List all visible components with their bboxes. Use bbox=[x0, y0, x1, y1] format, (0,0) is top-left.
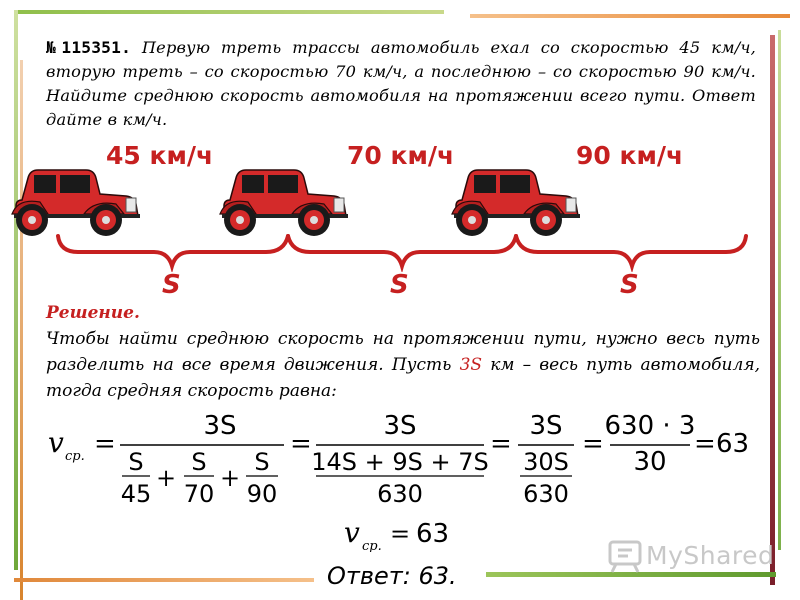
brace-3 bbox=[516, 236, 746, 266]
formula-f1-s2: S bbox=[191, 448, 207, 476]
formula-f2-den: 14S + 9S + 7S bbox=[311, 448, 489, 476]
problem-number: №115351. bbox=[46, 38, 132, 57]
solution-text-after: км – весь путь автомобиля, тогда средняя скорость равна: bbox=[46, 355, 760, 401]
frame-bar-left-green bbox=[14, 10, 18, 570]
formula-f1-d3: 90 bbox=[246, 480, 278, 508]
formula-f4-den: 30 bbox=[633, 447, 667, 477]
formula-v-sub: ср. bbox=[65, 449, 85, 464]
formula-f3-s: 30S bbox=[523, 448, 569, 476]
problem-text: Первую треть трассы автомобиль ехал со скоростью 45 км/ч, вторую треть – со скоростью 70 км/ч, а последнюю – со скоростью 90 км/ч. Найдите среднюю скорость автомобиля на протяжении всего пути. Ответ дайте в км/ч. bbox=[46, 38, 756, 129]
result-v: v bbox=[344, 516, 360, 549]
frame-bar-bottom-orange bbox=[14, 578, 314, 582]
formula-f3-den: 630 bbox=[523, 480, 569, 508]
watermark-text: MyShared bbox=[646, 541, 775, 570]
formula-result: 63 bbox=[716, 429, 750, 459]
answer-text: Ответ: 63. bbox=[327, 562, 457, 590]
formula-eq-2: = bbox=[290, 429, 312, 459]
formula-f1-plus2: + bbox=[219, 464, 241, 492]
formula-f3-num: 3S bbox=[529, 411, 563, 441]
brace-1 bbox=[58, 236, 288, 266]
formula-f4-num: 630 · 3 bbox=[604, 411, 696, 441]
solution-title: Решение. bbox=[46, 303, 140, 323]
frame-bar-top-orange bbox=[470, 14, 790, 18]
car-illustration-1 bbox=[8, 162, 148, 240]
formula-f1-d1: 45 bbox=[120, 480, 152, 508]
speed-label-2: 70 км/ч bbox=[347, 141, 455, 170]
solution-text bbox=[46, 326, 760, 404]
formula-f2-den2: 630 bbox=[377, 480, 423, 508]
formula-eq-1: = bbox=[94, 429, 116, 459]
formula-eq-5: = bbox=[694, 429, 716, 459]
frame-bar-top-green bbox=[14, 10, 444, 14]
solution-text-before: Чтобы найти среднюю скорость на протяжении пути, нужно весь путь разделить на все время движения. Пусть bbox=[46, 329, 760, 375]
speed-label-1: 45 км/ч bbox=[106, 141, 214, 170]
result-v-sub: ср. bbox=[362, 539, 382, 552]
segment-label-1: S bbox=[162, 270, 181, 300]
formula-f1-num: 3S bbox=[203, 411, 237, 441]
formula-f1-s1: S bbox=[128, 448, 144, 476]
segment-braces bbox=[54, 232, 754, 272]
formula-f1-plus1: + bbox=[155, 464, 177, 492]
main-formula bbox=[38, 406, 768, 510]
formula-f1-s3: S bbox=[254, 448, 270, 476]
solution-highlight: 3S bbox=[459, 355, 483, 375]
result-value: 63 bbox=[416, 519, 450, 549]
car-illustration-3 bbox=[448, 162, 588, 240]
formula-eq-3: = bbox=[490, 429, 512, 459]
result-eq: = bbox=[390, 520, 411, 548]
frame-bar-right-green bbox=[778, 30, 781, 550]
formula-eq-4: = bbox=[582, 429, 604, 459]
problem-statement bbox=[46, 36, 756, 132]
brace-2 bbox=[288, 236, 516, 266]
result-formula bbox=[340, 512, 460, 552]
frame-bar-right-maroon bbox=[770, 35, 775, 585]
frame-bar-left-orange bbox=[20, 60, 23, 600]
segment-label-2: S bbox=[390, 270, 409, 300]
formula-f1-d2: 70 bbox=[183, 480, 215, 508]
speed-label-3: 90 км/ч bbox=[576, 141, 684, 170]
segment-label-3: S bbox=[620, 270, 639, 300]
formula-v: v bbox=[48, 426, 64, 459]
car-illustration-2 bbox=[216, 162, 356, 240]
formula-f2-num: 3S bbox=[383, 411, 417, 441]
